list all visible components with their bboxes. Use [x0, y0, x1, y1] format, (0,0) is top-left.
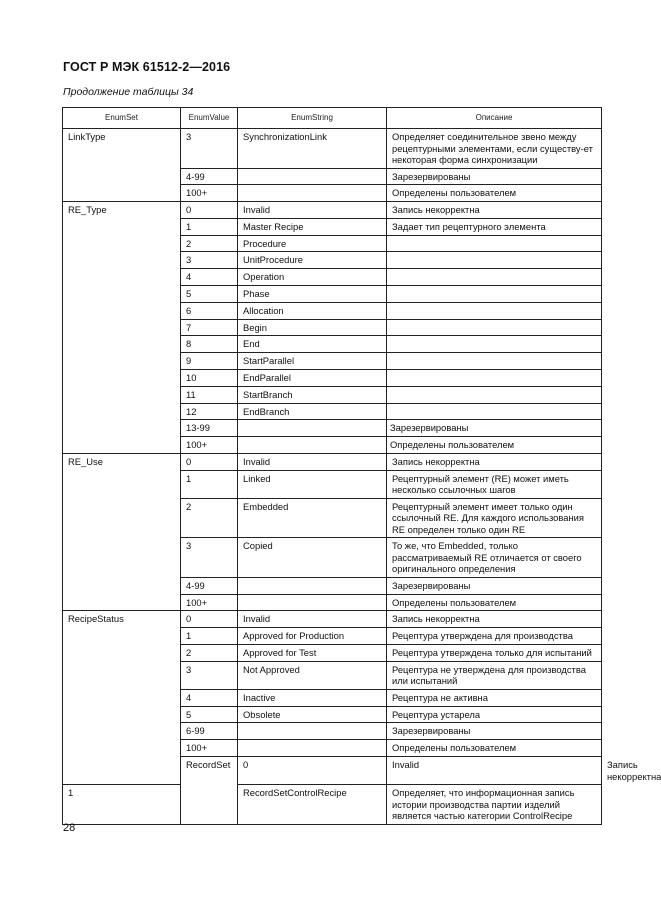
enumstring-cell: Inactive	[238, 689, 387, 706]
enumstring-cell: Begin	[238, 319, 387, 336]
description-cell: Зарезервированы	[387, 420, 602, 437]
enumvalue-cell: 3	[181, 252, 238, 269]
description-cell: Запись некорректна	[387, 611, 602, 628]
table-row: RecordSet 0 Invalid Запись некорректна	[63, 757, 602, 785]
enumset-cell: RE_Type	[63, 202, 181, 454]
enumvalue-cell: 6	[181, 302, 238, 319]
description-cell: Зарезервированы	[387, 723, 602, 740]
enumstring-cell	[238, 577, 387, 594]
enumstring-cell	[238, 594, 387, 611]
enumvalue-cell: 0	[181, 611, 238, 628]
column-header-enumset: EnumSet	[63, 108, 181, 129]
enumstring-cell: SynchronizationLink	[238, 129, 387, 169]
enumvalue-cell: 6-99	[181, 723, 238, 740]
document-title: ГОСТ Р МЭК 61512-2—2016	[63, 60, 231, 74]
description-cell: Запись некорректна	[387, 454, 602, 471]
enumstring-cell: Linked	[238, 470, 387, 498]
enumstring-cell: End	[238, 336, 387, 353]
enumvalue-cell: 10	[181, 370, 238, 387]
description-cell	[387, 235, 602, 252]
enumstring-cell: Allocation	[238, 302, 387, 319]
description-cell	[387, 252, 602, 269]
description-cell: Зарезервированы	[387, 577, 602, 594]
enumstring-cell: Approved for Production	[238, 628, 387, 645]
enumvalue-cell: 9	[181, 353, 238, 370]
enumvalue-cell: 0	[238, 757, 387, 785]
enumstring-cell: Invalid	[238, 454, 387, 471]
description-cell	[387, 403, 602, 420]
enumstring-cell: Invalid	[387, 757, 602, 785]
description-cell	[387, 386, 602, 403]
enumset-cell: RE_Use	[63, 454, 181, 611]
enumvalue-cell: 12	[181, 403, 238, 420]
page-number: 28	[63, 822, 76, 834]
enumvalue-cell: 0	[181, 454, 238, 471]
description-cell	[387, 353, 602, 370]
description-cell: Определены пользователем	[387, 594, 602, 611]
description-cell	[387, 319, 602, 336]
enumstring-cell: Phase	[238, 286, 387, 303]
enumstring-cell: Master Recipe	[238, 218, 387, 235]
description-cell: Рецептура не утверждена для производства или испытаний	[387, 661, 602, 689]
table-row	[63, 611, 602, 628]
enumvalue-cell: 1	[181, 470, 238, 498]
enumset-cell: RecipeStatus	[63, 611, 181, 785]
table-row	[63, 129, 602, 169]
description-cell: Рецептурный элемент (RE) может иметь несколько ссылочных шагов	[387, 470, 602, 498]
description-cell: Определяет соединительное звено между рецептурными элементами, если существу-ет некоторая форма синхронизации	[387, 129, 602, 169]
enumvalue-cell: 13-99	[181, 420, 238, 437]
column-header-enumstring: EnumString	[238, 108, 387, 129]
enumset-cell: LinkType	[63, 129, 181, 202]
enumstring-cell	[238, 437, 387, 454]
table-row	[63, 454, 602, 471]
column-header-description: Описание	[387, 108, 602, 129]
column-header-enumvalue: EnumValue	[181, 108, 238, 129]
enumstring-cell: UnitProcedure	[238, 252, 387, 269]
description-cell	[387, 302, 602, 319]
enumstring-cell: RecordSetControlRecipe	[238, 785, 387, 825]
enumstring-cell: EndBranch	[238, 403, 387, 420]
description-cell: Рецептура утверждена для производства	[387, 628, 602, 645]
description-cell: Зарезервированы	[387, 168, 602, 185]
enumvalue-cell: 2	[181, 498, 238, 538]
enumvalue-cell: 5	[181, 286, 238, 303]
enumstring-cell: StartBranch	[238, 386, 387, 403]
enumvalue-cell: 4	[181, 269, 238, 286]
description-cell: Рецептура утверждена только для испытаний	[387, 645, 602, 662]
enumvalue-cell: 100+	[181, 594, 238, 611]
description-cell	[387, 336, 602, 353]
description-cell: Рецептура не активна	[387, 689, 602, 706]
description-cell: Определены пользователем	[387, 740, 602, 757]
description-cell: То же, что Embedded, только рассматриваемый RE отличается от своего оригинального определения	[387, 538, 602, 578]
table-row	[63, 785, 602, 825]
enumset-cell: RecordSet	[181, 757, 238, 825]
enumstring-cell	[238, 168, 387, 185]
description-cell	[387, 286, 602, 303]
enumstring-cell: Not Approved	[238, 661, 387, 689]
enumvalue-cell: 1	[63, 785, 181, 825]
enumstring-cell: Invalid	[238, 611, 387, 628]
enumvalue-cell: 100+	[181, 185, 238, 202]
enumvalue-cell: 11	[181, 386, 238, 403]
enumvalue-cell: 0	[181, 202, 238, 219]
enumvalue-cell: 5	[181, 706, 238, 723]
enumvalue-cell: 4	[181, 689, 238, 706]
enumvalue-cell: 4-99	[181, 577, 238, 594]
enumstring-cell: Approved for Test	[238, 645, 387, 662]
enumvalue-cell: 4-99	[181, 168, 238, 185]
description-cell: Запись некорректна	[387, 202, 602, 219]
enumstring-cell: StartParallel	[238, 353, 387, 370]
enumstring-cell: Obsolete	[238, 706, 387, 723]
table-body	[63, 129, 661, 825]
enumstring-cell: Invalid	[238, 202, 387, 219]
description-cell: Определяет, что информационная запись истории производства партии изделий является частью категории ControlRecipe	[387, 785, 602, 825]
description-cell: Рецептура устарела	[387, 706, 602, 723]
table-header-row	[63, 108, 602, 129]
enumvalue-cell: 2	[181, 235, 238, 252]
enumvalue-cell: 100+	[181, 740, 238, 757]
description-cell	[387, 269, 602, 286]
enumstring-cell: Embedded	[238, 498, 387, 538]
enumstring-cell	[238, 420, 387, 437]
enumvalue-cell: 3	[181, 661, 238, 689]
enumstring-cell: Copied	[238, 538, 387, 578]
enumvalue-cell: 8	[181, 336, 238, 353]
enum-table	[62, 107, 661, 825]
enumvalue-cell: 100+	[181, 437, 238, 454]
enumvalue-cell: 1	[181, 628, 238, 645]
table-caption: Продолжение таблицы 34	[63, 86, 194, 98]
enumvalue-cell: 2	[181, 645, 238, 662]
enumvalue-cell: 1	[181, 218, 238, 235]
enumvalue-cell: 7	[181, 319, 238, 336]
description-cell: Задает тип рецептурного элемента	[387, 218, 602, 235]
description-cell: Определены пользователем	[387, 185, 602, 202]
enumvalue-cell: 3	[181, 129, 238, 169]
description-cell: Определены пользователем	[387, 437, 602, 454]
description-cell: Рецептурный элемент имеет только один ссылочный RE. Для каждого использования RE определен только один RE	[387, 498, 602, 538]
enumstring-cell	[238, 723, 387, 740]
enumstring-cell: Operation	[238, 269, 387, 286]
enumstring-cell	[238, 185, 387, 202]
enumstring-cell	[238, 740, 387, 757]
enumvalue-cell: 3	[181, 538, 238, 578]
enumstring-cell: Procedure	[238, 235, 387, 252]
table-row	[63, 202, 602, 219]
enumstring-cell: EndParallel	[238, 370, 387, 387]
description-cell	[387, 370, 602, 387]
